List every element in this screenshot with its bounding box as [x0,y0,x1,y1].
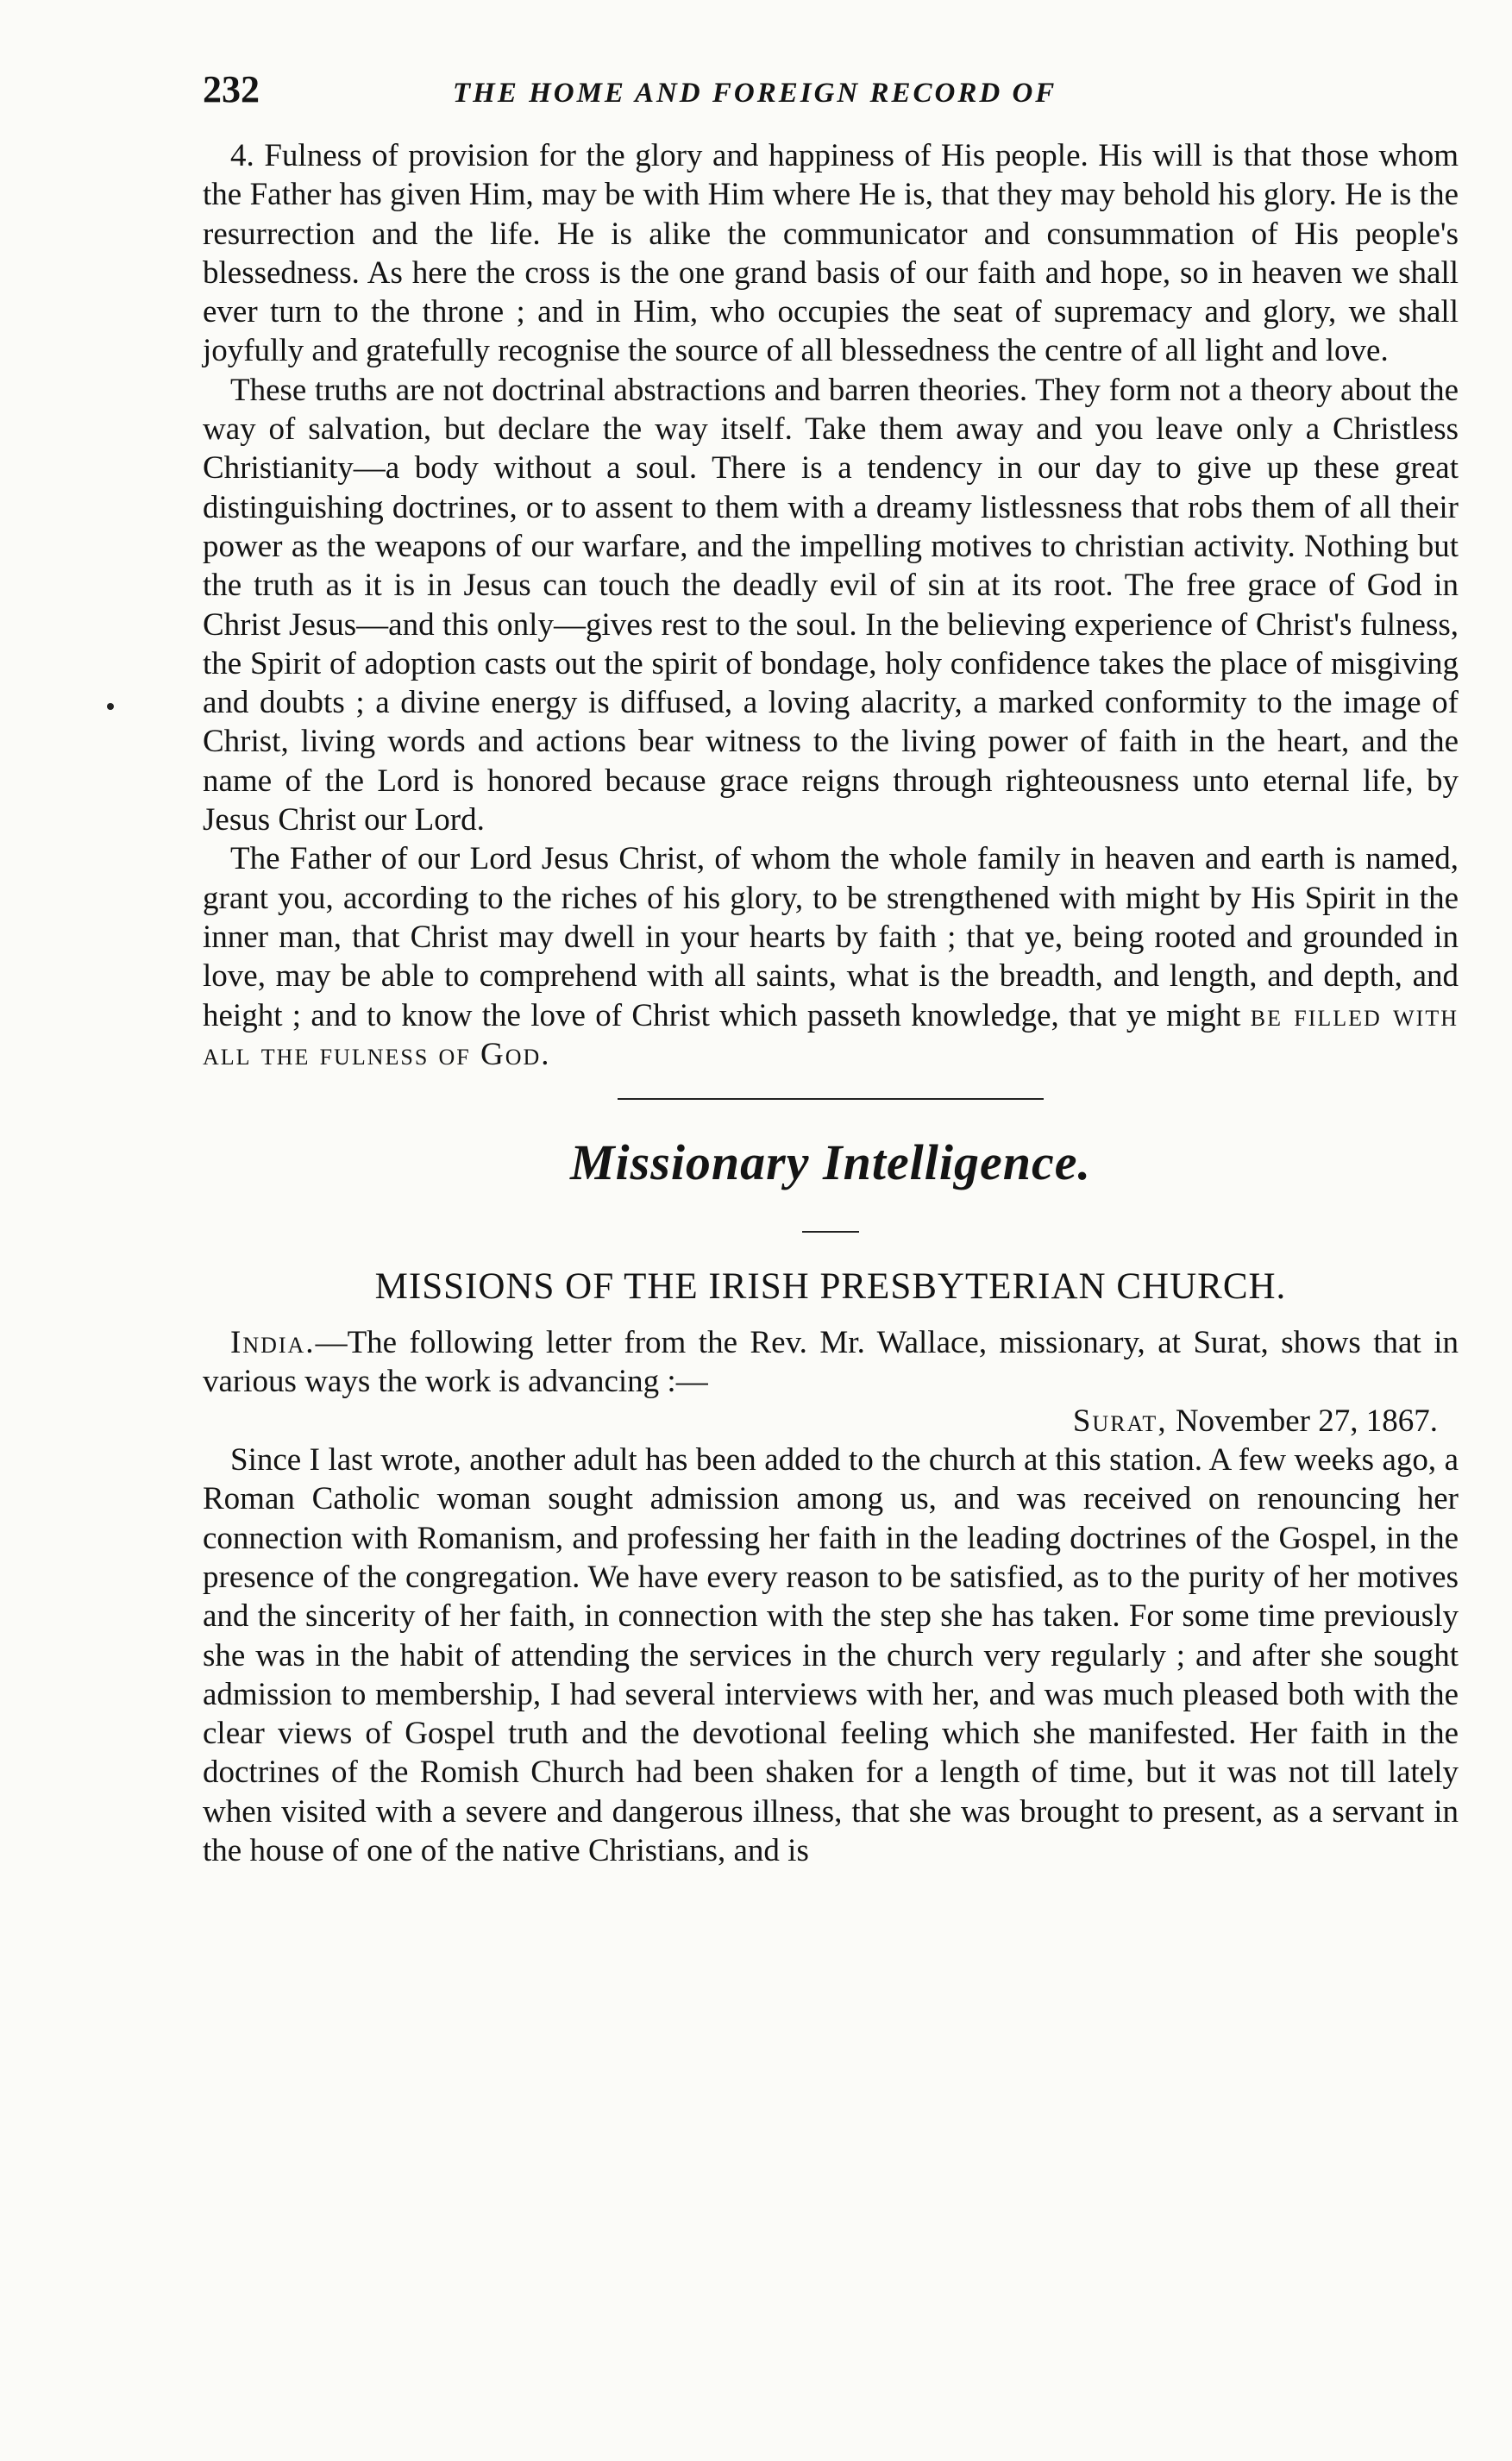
dateline-date: November 27, 1867. [1167,1403,1438,1439]
short-divider-rule [802,1231,859,1233]
benediction-closing-caps: be filled with all the fulness of God. [203,997,1459,1072]
letter-dateline [203,1402,1459,1441]
india-lead: India. [230,1325,316,1361]
section-heading: Missionary Intelligence. [569,1134,1092,1191]
article-title: MISSIONS OF THE IRISH PRESBYTERIAN CHURCH. [374,1266,1287,1308]
section-divider-rule [618,1098,1044,1100]
page-header [203,67,1459,128]
margin-mark [107,703,114,710]
paragraph-these-truths: These truths are not doctrinal abstractions and barren theories. They form not a theory about the way of salvation, but declare the way itself. Take them away and you leave only a Christless Christianity—a body without a soul. There is a tendency in our day to give up these great distinguishing doctrines, or to assent to them with a dreamy listlessness that robs them of all their power as the weapons of our warfare, and the impelling motives to christian activity. Nothing but the truth as it is in Jesus can touch the deadly evil of sin at its root. The free grace of God in Christ Jesus—and this only—gives rest to the soul. In the believing experience of Christ's fulness, the Spirit of adoption casts out the spirit of bondage, holy confidence takes the place of misgiving and doubts ; a divine energy is diffused, a loving alacrity, a marked conformity to the image of Christ, living words and actions bear witness to the living power of faith in the heart, and the name of the Lord is honored because grace reigns through righteousness unto eternal life, by Jesus Christ our Lord. [203,372,1459,838]
paragraph-india-intro [203,1323,1459,1402]
paragraph-fulness-of-provision: 4. Fulness of provision for the glory and happiness of His people. His will is that those whom the Father has given Him, may be with Him where He is, that they may behold his glory. He is the resurrection and the life. He is alike the communicator and consummation of His people's blessedness. As here the cross is the one grand basis of our faith and hope, so in heaven we shall ever turn to the throne ; and in Him, who occupies the seat of supremacy and glory, we shall joyfully and gratefully recognise the source of all blessedness the centre of all light and love. [203,138,1459,369]
paragraph-benediction [203,839,1459,1074]
benediction-text: The Father of our Lord Jesus Christ, of whom the whole family in heaven and earth is named, grant you, according to the riches of his glory, to be strengthened with might by His Spirit in the inner man, that Christ may dwell in your hearts by faith ; that ye, being rooted and grounded in love, may be able to comprehend with all saints, what is the breadth, and length, and depth, and height ; and to know the love of Christ which passeth knowledge, that ye might [203,841,1459,1033]
paragraph-letter-body: Since I last wrote, another adult has been added to the church at this station. A few weeks ago, a Roman Catholic woman sought admission among us, and was received on renouncing her connection with Romanism, and professing her faith in the leading doctrines of the Gospel, in the presence of the congregation. We have every reason to be satisfied, as to the purity of her motives and the sincerity of her faith, in connection with the step she has taken. For some time previously she was in the habit of attending the services in the church very regularly ; and after she sought admission to membership, I had several interviews with her, and was much pleased both with the clear views of Gospel truth and the devotional feeling which she manifested. Her faith in the doctrines of the Romish Church had been shaken for a length of time, but it was not till lately when visited with a severe and dangerous illness, that she was brought to present, as a servant in the house of one of the native Christians, and is [203,1442,1459,1868]
page-number: 232 [203,68,260,110]
dateline-place: Surat, [1072,1403,1168,1439]
india-intro-text: —The following letter from the Rev. Mr. Wallace, missionary, at Surat, shows that in various ways the work is advancing :— [203,1325,1459,1400]
running-title: THE HOME AND FOREIGN RECORD OF [453,78,1057,109]
